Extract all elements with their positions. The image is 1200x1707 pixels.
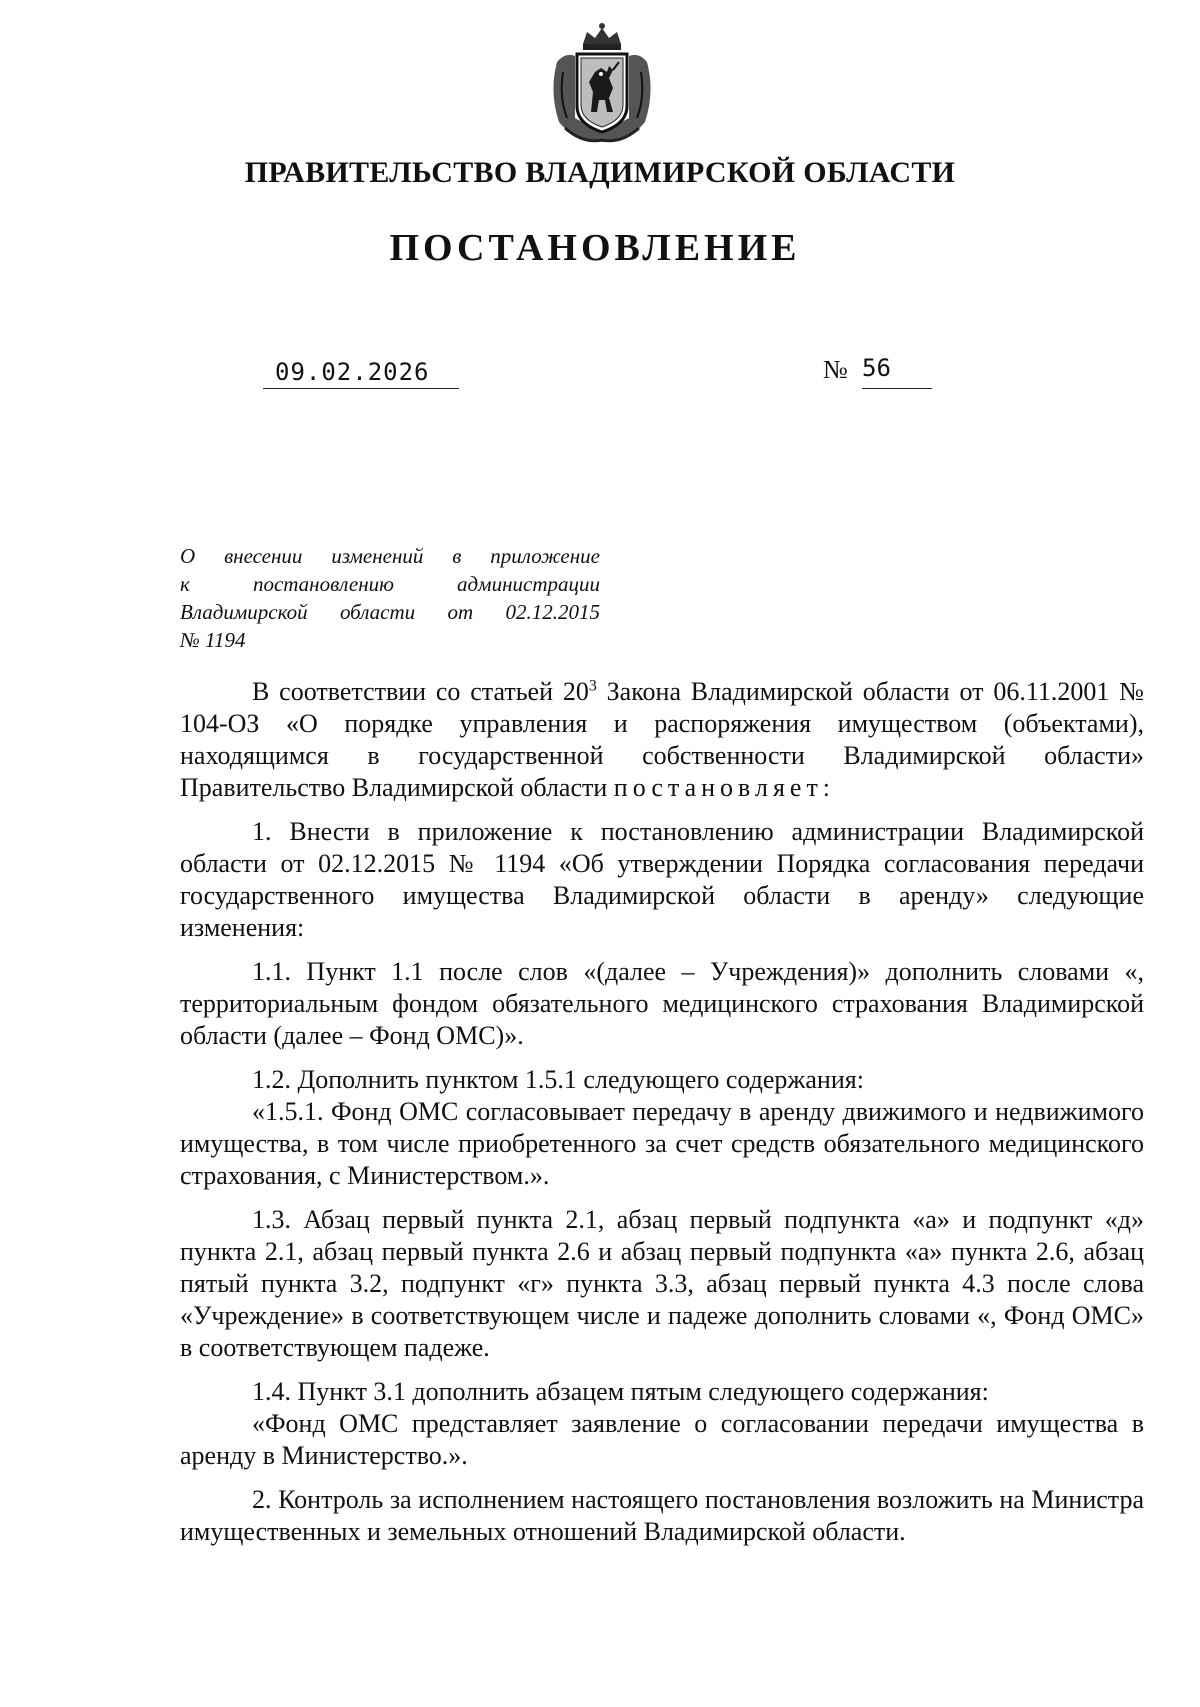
subject-line: № 1194 (180, 628, 246, 652)
paragraph-1-4: 1.4. Пункт 3.1 дополнить абзацем пятым следующего содержания: (252, 1377, 989, 1406)
preamble-paragraph (180, 676, 1144, 804)
subject-line: О внесении изменений в приложение (180, 544, 600, 568)
paragraph-1-2: 1.2. Дополнить пунктом 1.5.1 следующего содержания: (252, 1065, 864, 1094)
article-superscript: 3 (588, 677, 597, 695)
document-type: ПОСТАНОВЛЕНИЕ (389, 227, 801, 269)
paragraph-1-4-quote: «Фонд ОМС представляет заявление о согласовании передачи имущества в аренду в Министерство.». (180, 1409, 1144, 1470)
document-subject (180, 542, 600, 654)
paragraph-1-3: 1.3. Абзац первый пункта 2.1, абзац первый подпункта «а» и подпункт «д» пункта 2.1, абзац первый пункта 2.6 и абзац первый подпункта «а» пункта 2.6, абзац пятый пункта 3.2, подпункт «г» пункта 3.3, абзац первый пункта 4.3 после слова «Учреждение» в соответствующем числе и падеже дополнить словами «, Фонд ОМС» в соответствующем падеже. (180, 1205, 1144, 1362)
subject-line: к постановлению администрации (180, 572, 600, 596)
coat-of-arms-icon (543, 22, 661, 146)
document-body (180, 676, 1144, 1548)
government-name: ПРАВИТЕЛЬСТВО ВЛАДИМИРСКОЙ ОБЛАСТИ (244, 156, 956, 189)
preamble-text: В соответствии со статьей 20 (252, 677, 589, 706)
document-date: 09.02.2026 (275, 358, 430, 386)
subject-line: Владимирской области от 02.12.2015 (180, 600, 600, 624)
paragraph-1-1: 1.1. Пункт 1.1 после слов «(далее – Учреждения)» дополнить словами «, территориальным фондом обязательного медицинского страхования Владимирской области (далее – Фонд ОМС)». (180, 957, 1144, 1050)
document-number: 56 (862, 354, 891, 382)
preamble-text-cont: Закона Владимирской области от 06.11.2001 № 104-ОЗ «О порядке управления и распоряжения имуществом (объектами), находящимся в государственной собственности Владимирской области» Правительство Владимирской области (180, 677, 1144, 802)
resolves-word: постановляет: (613, 773, 836, 802)
paragraph-1-2-quote: «1.5.1. Фонд ОМС согласовывает передачу в аренду движимого и недвижимого имущества, в том числе приобретенного за счет средств обязательного медицинского страхования, с Министерством.». (180, 1097, 1144, 1190)
document-number-field (862, 348, 932, 389)
paragraph-1: 1. Внести в приложение к постановлению администрации Владимирской области от 02.12.2015 № 1194 «Об утверждении Порядка согласования передачи государственного имущества Владимирской области в аренду» следующие изменения: (180, 817, 1144, 942)
paragraph-2: 2. Контроль за исполнением настоящего постановления возложить на Министра имущественных и земельных отношений Владимирской области. (180, 1485, 1144, 1546)
number-sign: № (823, 355, 848, 384)
document-date-field (263, 350, 459, 389)
